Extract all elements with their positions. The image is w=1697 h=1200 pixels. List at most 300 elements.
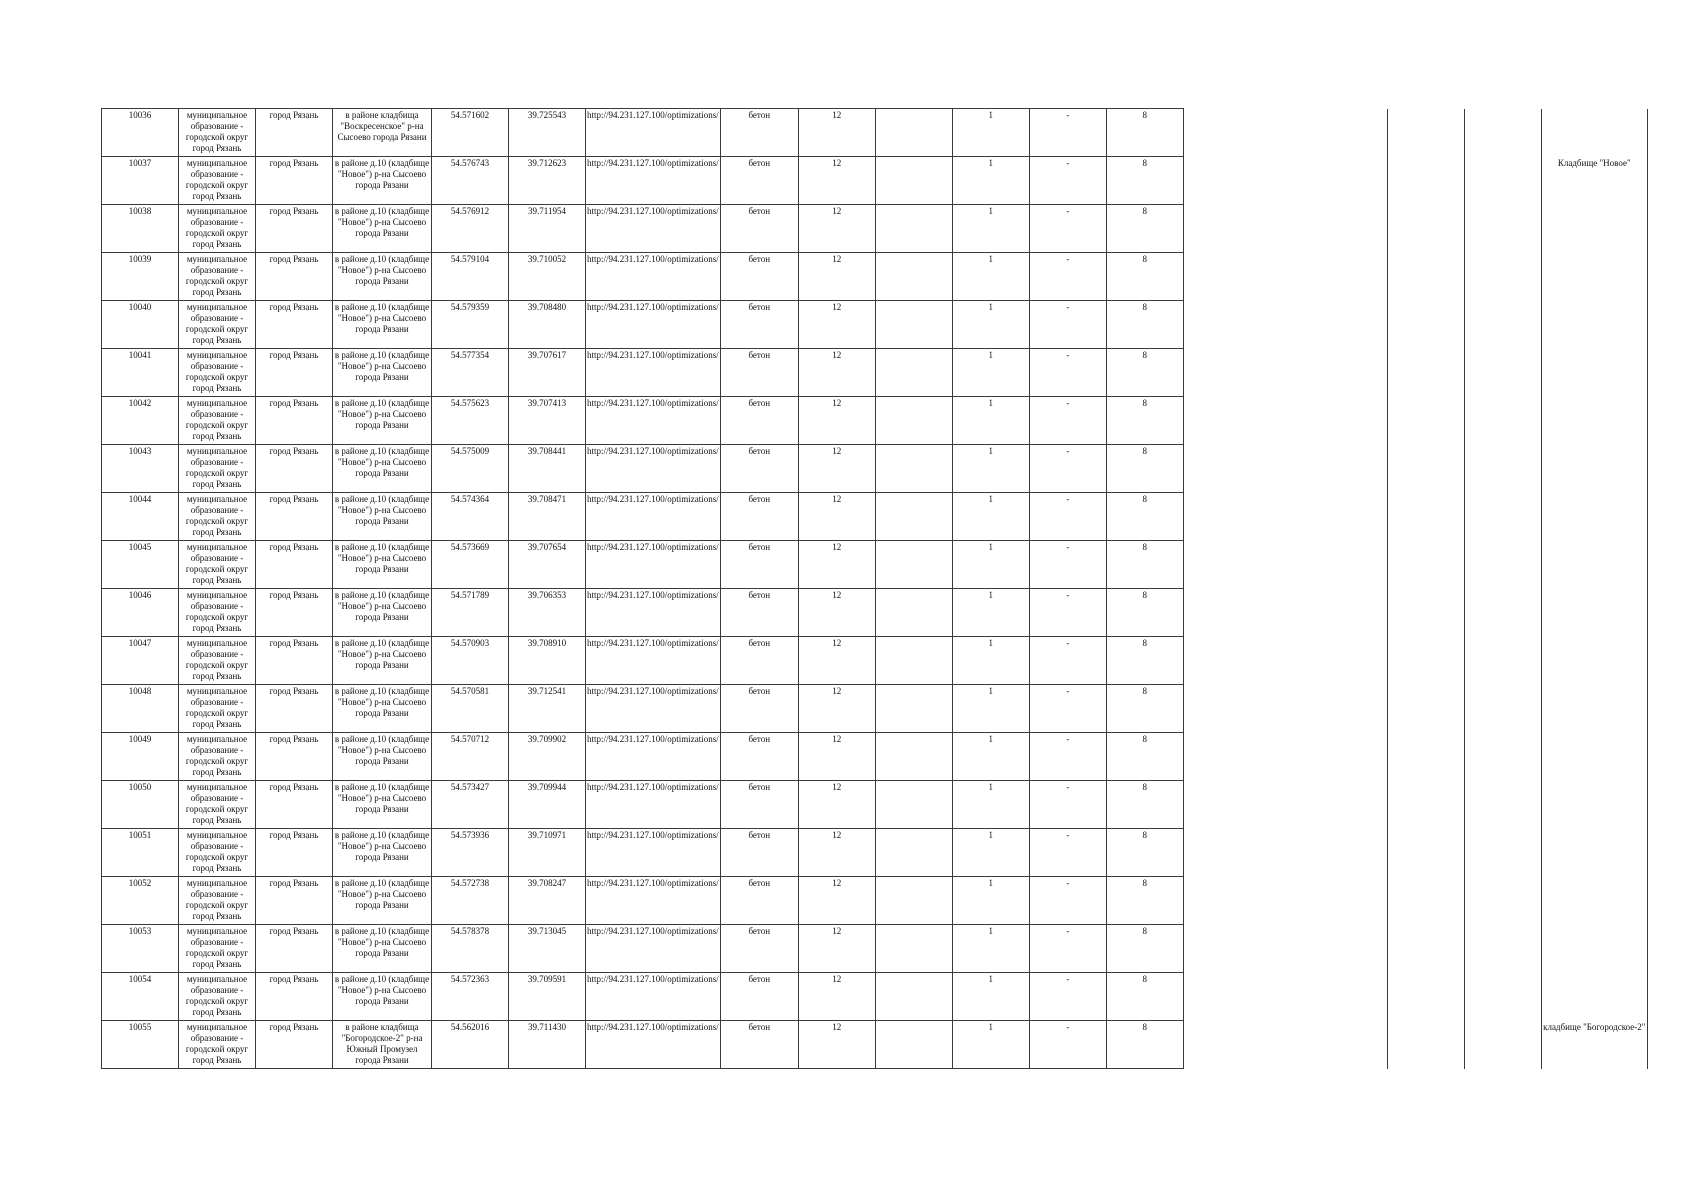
- cell-blank: [1310, 397, 1387, 445]
- table-row: [102, 589, 1648, 637]
- table-row: [102, 877, 1648, 925]
- cell-blank: [1387, 349, 1464, 397]
- cell-c10: 1: [952, 445, 1029, 493]
- cell-location: в районе д.10 (кладбище "Новое") р-на Сысоево города Рязани: [333, 541, 432, 589]
- cell-lat: 54.572738: [432, 877, 509, 925]
- cell-c11: -: [1029, 109, 1106, 157]
- cell-material: бетон: [720, 685, 798, 733]
- table-row: [102, 253, 1648, 301]
- cell-c12: 8: [1106, 925, 1183, 973]
- table-row: [102, 349, 1648, 397]
- cell-blank: [1387, 157, 1464, 205]
- cell-c11: -: [1029, 829, 1106, 877]
- cell-gap: [1183, 157, 1310, 205]
- table-row: [102, 109, 1648, 157]
- cell-url: http://94.231.127.100/optimizations/: [586, 589, 721, 637]
- cell-c11: -: [1029, 1021, 1106, 1069]
- cell-count: 12: [798, 301, 875, 349]
- cell-c11: -: [1029, 877, 1106, 925]
- cell-blank: [1464, 493, 1541, 541]
- cell-blank: [1464, 109, 1541, 157]
- cell-material: бетон: [720, 1021, 798, 1069]
- table-row: [102, 733, 1648, 781]
- cell-empty: [875, 157, 952, 205]
- cell-lon: 39.709902: [509, 733, 586, 781]
- cell-lat: 54.572363: [432, 973, 509, 1021]
- cell-blank: [1387, 397, 1464, 445]
- cell-c11: -: [1029, 157, 1106, 205]
- data-table: [101, 108, 1648, 1069]
- cell-blank: [1387, 109, 1464, 157]
- cell-city: город Рязань: [256, 685, 333, 733]
- cell-municipality: муниципальное образование - городской округ город Рязань: [179, 493, 256, 541]
- cell-gap: [1183, 733, 1310, 781]
- cell-blank: [1464, 349, 1541, 397]
- cell-location: в районе д.10 (кладбище "Новое") р-на Сысоево города Рязани: [333, 493, 432, 541]
- cell-blank: [1464, 685, 1541, 733]
- table-row: [102, 397, 1648, 445]
- cell-c12: 8: [1106, 781, 1183, 829]
- cell-gap: [1183, 397, 1310, 445]
- cell-id: 10041: [102, 349, 179, 397]
- cell-empty: [875, 541, 952, 589]
- cell-city: город Рязань: [256, 205, 333, 253]
- cell-id: 10054: [102, 973, 179, 1021]
- cell-id: 10052: [102, 877, 179, 925]
- cell-city: город Рязань: [256, 733, 333, 781]
- cell-url: http://94.231.127.100/optimizations/: [586, 781, 721, 829]
- cell-id: 10053: [102, 925, 179, 973]
- cell-gap: [1183, 637, 1310, 685]
- cell-blank: [1464, 1021, 1541, 1069]
- cell-gap: [1183, 205, 1310, 253]
- cell-lon: 39.708910: [509, 637, 586, 685]
- cell-location: в районе д.10 (кладбище "Новое") р-на Сысоево города Рязани: [333, 925, 432, 973]
- table-row: [102, 637, 1648, 685]
- cell-c10: 1: [952, 1021, 1029, 1069]
- cell-material: бетон: [720, 781, 798, 829]
- cell-blank: [1464, 925, 1541, 973]
- cell-blank: [1310, 1021, 1387, 1069]
- cell-empty: [875, 205, 952, 253]
- cell-city: город Рязань: [256, 445, 333, 493]
- cell-municipality: муниципальное образование - городской округ город Рязань: [179, 589, 256, 637]
- cell-blank: [1310, 925, 1387, 973]
- cell-c11: -: [1029, 397, 1106, 445]
- table-row: [102, 685, 1648, 733]
- cell-empty: [875, 109, 952, 157]
- cell-c10: 1: [952, 541, 1029, 589]
- cell-c12: 8: [1106, 157, 1183, 205]
- cell-count: 12: [798, 253, 875, 301]
- cell-c10: 1: [952, 637, 1029, 685]
- cell-municipality: муниципальное образование - городской округ город Рязань: [179, 637, 256, 685]
- cell-material: бетон: [720, 925, 798, 973]
- cell-blank: [1387, 301, 1464, 349]
- cell-blank: [1310, 109, 1387, 157]
- cell-blank: [1387, 637, 1464, 685]
- cell-gap: [1183, 781, 1310, 829]
- cell-note: [1541, 781, 1647, 829]
- cell-municipality: муниципальное образование - городской округ город Рязань: [179, 109, 256, 157]
- cell-id: 10055: [102, 1021, 179, 1069]
- cell-lat: 54.570712: [432, 733, 509, 781]
- cell-c11: -: [1029, 493, 1106, 541]
- cell-material: бетон: [720, 109, 798, 157]
- cell-url: http://94.231.127.100/optimizations/: [586, 829, 721, 877]
- cell-url: http://94.231.127.100/optimizations/: [586, 253, 721, 301]
- cell-count: 12: [798, 397, 875, 445]
- cell-c12: 8: [1106, 733, 1183, 781]
- cell-municipality: муниципальное образование - городской округ город Рязань: [179, 205, 256, 253]
- cell-c12: 8: [1106, 877, 1183, 925]
- cell-municipality: муниципальное образование - городской округ город Рязань: [179, 685, 256, 733]
- cell-lon: 39.709944: [509, 781, 586, 829]
- cell-blank: [1310, 349, 1387, 397]
- cell-lon: 39.708480: [509, 301, 586, 349]
- cell-blank: [1464, 589, 1541, 637]
- cell-lat: 54.578378: [432, 925, 509, 973]
- cell-url: http://94.231.127.100/optimizations/: [586, 157, 721, 205]
- cell-c12: 8: [1106, 349, 1183, 397]
- cell-count: 12: [798, 109, 875, 157]
- cell-blank: [1464, 253, 1541, 301]
- cell-material: бетон: [720, 349, 798, 397]
- cell-count: 12: [798, 973, 875, 1021]
- cell-c10: 1: [952, 397, 1029, 445]
- cell-city: город Рязань: [256, 973, 333, 1021]
- cell-c12: 8: [1106, 829, 1183, 877]
- cell-id: 10048: [102, 685, 179, 733]
- cell-blank: [1310, 877, 1387, 925]
- cell-blank: [1464, 829, 1541, 877]
- cell-lon: 39.711430: [509, 1021, 586, 1069]
- cell-gap: [1183, 349, 1310, 397]
- cell-count: 12: [798, 589, 875, 637]
- cell-blank: [1387, 205, 1464, 253]
- cell-empty: [875, 925, 952, 973]
- cell-material: бетон: [720, 205, 798, 253]
- cell-blank: [1387, 253, 1464, 301]
- cell-lat: 54.575009: [432, 445, 509, 493]
- cell-note: [1541, 589, 1647, 637]
- cell-note: [1541, 637, 1647, 685]
- cell-c11: -: [1029, 733, 1106, 781]
- cell-municipality: муниципальное образование - городской округ город Рязань: [179, 157, 256, 205]
- cell-lon: 39.708441: [509, 445, 586, 493]
- cell-location: в районе д.10 (кладбище "Новое") р-на Сысоево города Рязани: [333, 973, 432, 1021]
- cell-material: бетон: [720, 877, 798, 925]
- cell-material: бетон: [720, 589, 798, 637]
- cell-c11: -: [1029, 589, 1106, 637]
- cell-blank: [1464, 205, 1541, 253]
- cell-c11: -: [1029, 781, 1106, 829]
- cell-c12: 8: [1106, 205, 1183, 253]
- cell-lat: 54.573427: [432, 781, 509, 829]
- cell-lon: 39.709591: [509, 973, 586, 1021]
- cell-municipality: муниципальное образование - городской округ город Рязань: [179, 301, 256, 349]
- cell-id: 10050: [102, 781, 179, 829]
- cell-c10: 1: [952, 301, 1029, 349]
- cell-blank: [1464, 301, 1541, 349]
- table-row: [102, 205, 1648, 253]
- cell-city: город Рязань: [256, 397, 333, 445]
- cell-gap: [1183, 301, 1310, 349]
- cell-c12: 8: [1106, 109, 1183, 157]
- cell-note: [1541, 541, 1647, 589]
- cell-c11: -: [1029, 541, 1106, 589]
- cell-count: 12: [798, 157, 875, 205]
- cell-url: http://94.231.127.100/optimizations/: [586, 301, 721, 349]
- cell-c11: -: [1029, 973, 1106, 1021]
- cell-note: [1541, 829, 1647, 877]
- cell-empty: [875, 349, 952, 397]
- cell-c10: 1: [952, 925, 1029, 973]
- cell-gap: [1183, 685, 1310, 733]
- cell-lat: 54.562016: [432, 1021, 509, 1069]
- cell-c11: -: [1029, 205, 1106, 253]
- cell-material: бетон: [720, 445, 798, 493]
- cell-url: http://94.231.127.100/optimizations/: [586, 1021, 721, 1069]
- cell-url: http://94.231.127.100/optimizations/: [586, 445, 721, 493]
- cell-empty: [875, 1021, 952, 1069]
- cell-city: город Рязань: [256, 877, 333, 925]
- table-row: [102, 301, 1648, 349]
- cell-municipality: муниципальное образование - городской округ город Рязань: [179, 733, 256, 781]
- cell-count: 12: [798, 205, 875, 253]
- cell-note: кладбище "Богородское-2": [1541, 1021, 1647, 1069]
- cell-count: 12: [798, 733, 875, 781]
- cell-city: город Рязань: [256, 1021, 333, 1069]
- cell-blank: [1310, 205, 1387, 253]
- cell-blank: [1310, 445, 1387, 493]
- cell-blank: [1387, 541, 1464, 589]
- cell-url: http://94.231.127.100/optimizations/: [586, 733, 721, 781]
- cell-city: город Рязань: [256, 493, 333, 541]
- cell-count: 12: [798, 493, 875, 541]
- cell-note: [1541, 253, 1647, 301]
- cell-lon: 39.706353: [509, 589, 586, 637]
- table-row: [102, 829, 1648, 877]
- cell-lat: 54.571602: [432, 109, 509, 157]
- cell-gap: [1183, 493, 1310, 541]
- cell-lon: 39.707654: [509, 541, 586, 589]
- cell-municipality: муниципальное образование - городской округ город Рязань: [179, 1021, 256, 1069]
- cell-c10: 1: [952, 973, 1029, 1021]
- cell-material: бетон: [720, 733, 798, 781]
- table-row: [102, 493, 1648, 541]
- cell-blank: [1464, 541, 1541, 589]
- cell-city: город Рязань: [256, 349, 333, 397]
- cell-blank: [1464, 157, 1541, 205]
- cell-count: 12: [798, 685, 875, 733]
- cell-count: 12: [798, 445, 875, 493]
- cell-url: http://94.231.127.100/optimizations/: [586, 109, 721, 157]
- cell-note: [1541, 493, 1647, 541]
- cell-c12: 8: [1106, 541, 1183, 589]
- cell-url: http://94.231.127.100/optimizations/: [586, 685, 721, 733]
- cell-location: в районе кладбища "Воскресенское" р-на Сысоево города Рязани: [333, 109, 432, 157]
- cell-location: в районе кладбища "Богородское-2" р-на Южный Промузел города Рязани: [333, 1021, 432, 1069]
- cell-location: в районе д.10 (кладбище "Новое") р-на Сысоево города Рязани: [333, 733, 432, 781]
- cell-blank: [1387, 829, 1464, 877]
- cell-note: [1541, 349, 1647, 397]
- table-row: [102, 925, 1648, 973]
- cell-id: 10049: [102, 733, 179, 781]
- cell-note: [1541, 733, 1647, 781]
- cell-lat: 54.570581: [432, 685, 509, 733]
- cell-url: http://94.231.127.100/optimizations/: [586, 205, 721, 253]
- cell-id: 10046: [102, 589, 179, 637]
- cell-note: [1541, 397, 1647, 445]
- cell-empty: [875, 253, 952, 301]
- cell-lon: 39.711954: [509, 205, 586, 253]
- cell-lat: 54.574364: [432, 493, 509, 541]
- table-row: [102, 445, 1648, 493]
- cell-blank: [1387, 925, 1464, 973]
- cell-gap: [1183, 109, 1310, 157]
- cell-count: 12: [798, 541, 875, 589]
- cell-material: бетон: [720, 253, 798, 301]
- cell-c11: -: [1029, 925, 1106, 973]
- cell-empty: [875, 445, 952, 493]
- cell-id: 10039: [102, 253, 179, 301]
- cell-city: город Рязань: [256, 301, 333, 349]
- cell-lon: 39.708471: [509, 493, 586, 541]
- cell-city: город Рязань: [256, 157, 333, 205]
- cell-municipality: муниципальное образование - городской округ город Рязань: [179, 397, 256, 445]
- cell-c10: 1: [952, 829, 1029, 877]
- cell-empty: [875, 829, 952, 877]
- cell-note: [1541, 301, 1647, 349]
- cell-location: в районе д.10 (кладбище "Новое") р-на Сысоево города Рязани: [333, 397, 432, 445]
- cell-url: http://94.231.127.100/optimizations/: [586, 637, 721, 685]
- cell-municipality: муниципальное образование - городской округ город Рязань: [179, 253, 256, 301]
- cell-url: http://94.231.127.100/optimizations/: [586, 397, 721, 445]
- cell-lon: 39.707413: [509, 397, 586, 445]
- cell-url: http://94.231.127.100/optimizations/: [586, 925, 721, 973]
- cell-id: 10042: [102, 397, 179, 445]
- cell-lat: 54.573669: [432, 541, 509, 589]
- cell-gap: [1183, 829, 1310, 877]
- cell-id: 10044: [102, 493, 179, 541]
- cell-blank: [1310, 685, 1387, 733]
- cell-city: город Рязань: [256, 829, 333, 877]
- cell-empty: [875, 973, 952, 1021]
- cell-c12: 8: [1106, 253, 1183, 301]
- cell-id: 10037: [102, 157, 179, 205]
- cell-municipality: муниципальное образование - городской округ город Рязань: [179, 829, 256, 877]
- cell-c11: -: [1029, 445, 1106, 493]
- cell-c12: 8: [1106, 637, 1183, 685]
- cell-location: в районе д.10 (кладбище "Новое") р-на Сысоево города Рязани: [333, 301, 432, 349]
- cell-blank: [1387, 445, 1464, 493]
- cell-blank: [1310, 637, 1387, 685]
- cell-gap: [1183, 445, 1310, 493]
- cell-lat: 54.573936: [432, 829, 509, 877]
- cell-municipality: муниципальное образование - городской округ город Рязань: [179, 973, 256, 1021]
- cell-id: 10038: [102, 205, 179, 253]
- cell-id: 10040: [102, 301, 179, 349]
- cell-c10: 1: [952, 253, 1029, 301]
- cell-c11: -: [1029, 685, 1106, 733]
- cell-municipality: муниципальное образование - городской округ город Рязань: [179, 541, 256, 589]
- cell-url: http://94.231.127.100/optimizations/: [586, 493, 721, 541]
- cell-location: в районе д.10 (кладбище "Новое") р-на Сысоево города Рязани: [333, 349, 432, 397]
- table-row: [102, 781, 1648, 829]
- cell-count: 12: [798, 925, 875, 973]
- cell-lon: 39.710971: [509, 829, 586, 877]
- cell-blank: [1464, 781, 1541, 829]
- cell-empty: [875, 589, 952, 637]
- cell-lat: 54.576912: [432, 205, 509, 253]
- cell-count: 12: [798, 1021, 875, 1069]
- cell-material: бетон: [720, 541, 798, 589]
- cell-id: 10043: [102, 445, 179, 493]
- cell-lon: 39.713045: [509, 925, 586, 973]
- cell-note: [1541, 973, 1647, 1021]
- cell-location: в районе д.10 (кладбище "Новое") р-на Сысоево города Рязани: [333, 253, 432, 301]
- cell-blank: [1464, 445, 1541, 493]
- cell-material: бетон: [720, 301, 798, 349]
- cell-location: в районе д.10 (кладбище "Новое") р-на Сысоево города Рязани: [333, 637, 432, 685]
- cell-blank: [1310, 829, 1387, 877]
- cell-lon: 39.712541: [509, 685, 586, 733]
- cell-municipality: муниципальное образование - городской округ город Рязань: [179, 877, 256, 925]
- cell-c10: 1: [952, 685, 1029, 733]
- cell-empty: [875, 637, 952, 685]
- cell-lat: 54.579104: [432, 253, 509, 301]
- cell-c12: 8: [1106, 493, 1183, 541]
- cell-blank: [1310, 733, 1387, 781]
- cell-id: 10051: [102, 829, 179, 877]
- cell-city: город Рязань: [256, 253, 333, 301]
- cell-url: http://94.231.127.100/optimizations/: [586, 877, 721, 925]
- cell-lon: 39.712623: [509, 157, 586, 205]
- cell-gap: [1183, 877, 1310, 925]
- cell-blank: [1310, 253, 1387, 301]
- cell-city: город Рязань: [256, 781, 333, 829]
- cell-empty: [875, 493, 952, 541]
- cell-material: бетон: [720, 829, 798, 877]
- cell-c10: 1: [952, 157, 1029, 205]
- cell-blank: [1387, 733, 1464, 781]
- cell-blank: [1310, 157, 1387, 205]
- cell-empty: [875, 733, 952, 781]
- cell-material: бетон: [720, 493, 798, 541]
- cell-lat: 54.576743: [432, 157, 509, 205]
- cell-blank: [1387, 973, 1464, 1021]
- cell-municipality: муниципальное образование - городской округ город Рязань: [179, 445, 256, 493]
- cell-gap: [1183, 253, 1310, 301]
- cell-id: 10045: [102, 541, 179, 589]
- cell-blank: [1310, 781, 1387, 829]
- cell-c10: 1: [952, 877, 1029, 925]
- cell-note: [1541, 205, 1647, 253]
- cell-url: http://94.231.127.100/optimizations/: [586, 541, 721, 589]
- cell-url: http://94.231.127.100/optimizations/: [586, 973, 721, 1021]
- cell-location: в районе д.10 (кладбище "Новое") р-на Сысоево города Рязани: [333, 829, 432, 877]
- cell-gap: [1183, 541, 1310, 589]
- table-row: [102, 1021, 1648, 1069]
- cell-note: Кладбище "Новое": [1541, 157, 1647, 205]
- cell-material: бетон: [720, 397, 798, 445]
- cell-blank: [1310, 973, 1387, 1021]
- cell-blank: [1310, 589, 1387, 637]
- cell-c10: 1: [952, 349, 1029, 397]
- cell-municipality: муниципальное образование - городской округ город Рязань: [179, 349, 256, 397]
- cell-location: в районе д.10 (кладбище "Новое") р-на Сысоево города Рязани: [333, 781, 432, 829]
